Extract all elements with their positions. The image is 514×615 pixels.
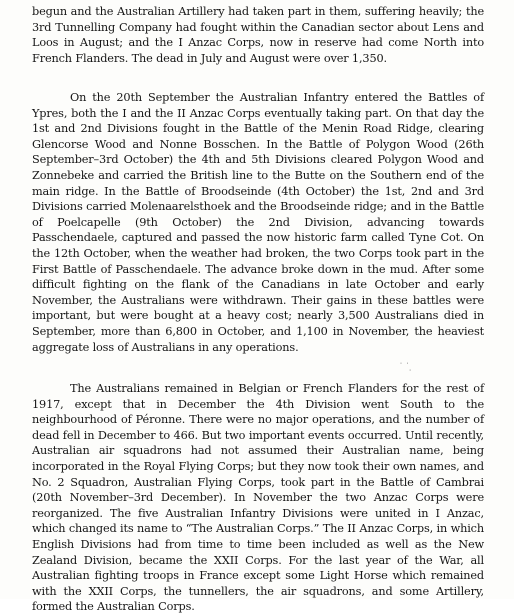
paragraph-flanders-1917: The Australians remained in Belgian or French Flanders for the rest of 1917, except that in December the 4th Division went South to the neighbourhood of Péronne. There were no major operations, and the number of dead fell in December to 466. But two important events occurred. Until recently, Australian air squadrons had not assumed their Australian name, being incorporated in the Royal Flying Corps; but they now took their own names, and No. 2 Squadron, Australian Flying Corps, took part in the Battle of Cambrai (20th November–3rd December). In November the two Anzac Corps were reorganized. The five Australian Infantry Divisions were united in I Anzac, which changed its name to “The Australian Corps.” The II Anzac Corps, in which English Divisions had from time to time been included as well as the New Zealand Division, became the XXII Corps. For the last year of the War, all Australian fighting troops in France except some Light Horse which remained with the XXII Corps, the tunnellers, the air squadrons, and some Artillery, formed the Australian Corps. bbox=[32, 382, 484, 614]
paragraph-artillery-tunnelling: begun and the Australian Artillery had taken part in them, suffering heavily; the 3rd Tunnelling Company had fought within the Canadian sector about Lens and Loos in August; and the I Anzac Corps, now in reserve had come North into French Flanders. The dead in July and August were over 1,350. bbox=[32, 5, 484, 65]
stray-ink-mark: ˙ ˙ ̣ bbox=[399, 362, 413, 371]
paragraph-battles-of-ypres: On the 20th September the Australian Infantry entered the Battles of Ypres, both the I and the II Anzac Corps eventually taking part. On that day the 1st and 2nd Divisions fought in the Battle of the Menin Road Ridge, clearing Glencorse Wood and Nonne Bosschen. In the Battle of Polygon Wood (26th September–3rd October) the 4th and 5th Divisions cleared Polygon Wood and Zonnebeke and carried the British line to the Butte on the Southern end of the main ridge. In the Battle of Broodseinde (4th October) the 1st, 2nd and 3rd Divisions carried Molenaarelsthoek and the Broodseinde ridge; and in the Battle of Poelcapelle (9th October) the 2nd Division, advancing towards Passchendaele, captured and passed the now historic farm called Tyne Cot. On the 12th October, when the weather had broken, the two Corps took part in the First Battle of Passchendaele. The advance broke down in the mud. After some difficult fighting on the flank of the Canadians in late October and early November, the Australians were withdrawn. Their gains in these battles were important, but were bought at a heavy cost; nearly 3,500 Australians died in September, more than 6,800 in October, and 1,100 in November, the heaviest aggregate loss of Australians in any operations. bbox=[32, 91, 484, 354]
